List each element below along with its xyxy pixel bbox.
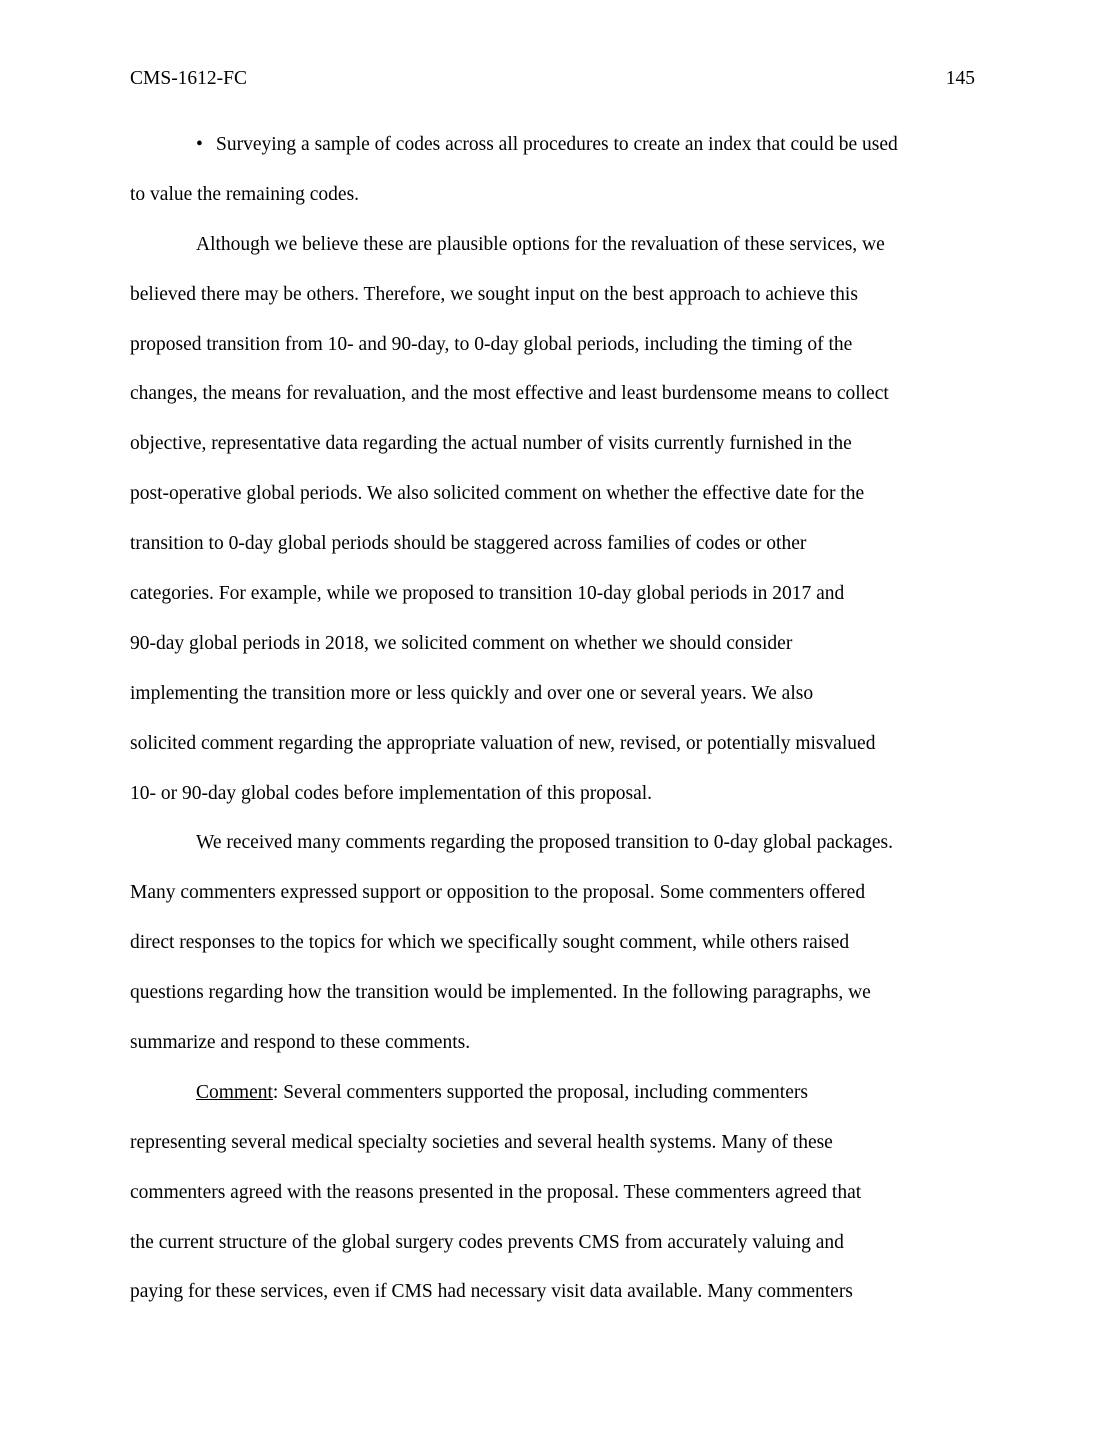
paragraph-line: 10- or 90-day global codes before implementation of this proposal.	[130, 782, 653, 804]
paragraph-options	[130, 220, 975, 819]
bullet-icon: •	[196, 134, 203, 155]
comment-text: : Several commenters supported the proposal, including commenters	[272, 1081, 808, 1103]
paragraph-line: solicited comment regarding the appropriate valuation of new, revised, or potentially misvalued	[130, 732, 876, 754]
paragraph-line: proposed transition from 10- and 90-day, to 0-day global periods, including the timing of the	[130, 333, 853, 355]
paragraph-line: Many commenters expressed support or opposition to the proposal. Some commenters offered	[130, 882, 866, 904]
paragraph-line: direct responses to the topics for which we specifically sought comment, while others raised	[130, 932, 850, 954]
paragraph-line: representing several medical specialty societies and several health systems. Many of these	[130, 1131, 833, 1153]
bullet-item	[130, 120, 975, 170]
paragraph-line: Although we believe these are plausible options for the revaluation of these services, we	[196, 233, 885, 255]
bullet-text: Surveying a sample of codes across all procedures to create an index that could be used	[216, 134, 898, 155]
paragraph-line	[130, 1068, 975, 1118]
paragraph-line: objective, representative data regarding the actual number of visits currently furnished in the	[130, 433, 852, 455]
paragraph-line: believed there may be others. Therefore, we sought input on the best approach to achieve this	[130, 283, 858, 305]
body-text	[130, 120, 975, 1317]
document-id: CMS-1612-FC	[130, 68, 248, 89]
running-header	[130, 66, 975, 92]
paragraph-line: post-operative global periods. We also solicited comment on whether the effective date for the	[130, 483, 865, 505]
paragraph-line: questions regarding how the transition would be implemented. In the following paragraphs, we	[130, 982, 871, 1004]
paragraph-line: We received many comments regarding the proposed transition to 0-day global packages.	[196, 832, 893, 854]
paragraph-line: implementing the transition more or less quickly and over one or several years. We also	[130, 682, 814, 704]
paragraph-line: commenters agreed with the reasons presented in the proposal. These commenters agreed that	[130, 1181, 862, 1203]
bullet-continuation: to value the remaining codes.	[130, 183, 360, 205]
paragraph-comment	[130, 1068, 975, 1317]
comment-label: Comment	[196, 1081, 273, 1103]
paragraph-line: transition to 0-day global periods should be staggered across families of codes or other	[130, 533, 807, 555]
paragraph-line: changes, the means for revaluation, and the most effective and least burdensome means to collect	[130, 383, 889, 405]
page-number: 145	[945, 68, 975, 89]
paragraph-line: paying for these services, even if CMS had necessary visit data available. Many commenters	[130, 1281, 853, 1303]
paragraph-line: summarize and respond to these comments.	[130, 1032, 471, 1054]
paragraph-line: categories. For example, while we proposed to transition 10-day global periods in 2017 and	[130, 583, 845, 605]
paragraph-comments-received	[130, 818, 975, 1067]
paragraph-line: the current structure of the global surgery codes prevents CMS from accurately valuing and	[130, 1231, 844, 1253]
paragraph-line: 90-day global periods in 2018, we solicited comment on whether we should consider	[130, 632, 793, 654]
